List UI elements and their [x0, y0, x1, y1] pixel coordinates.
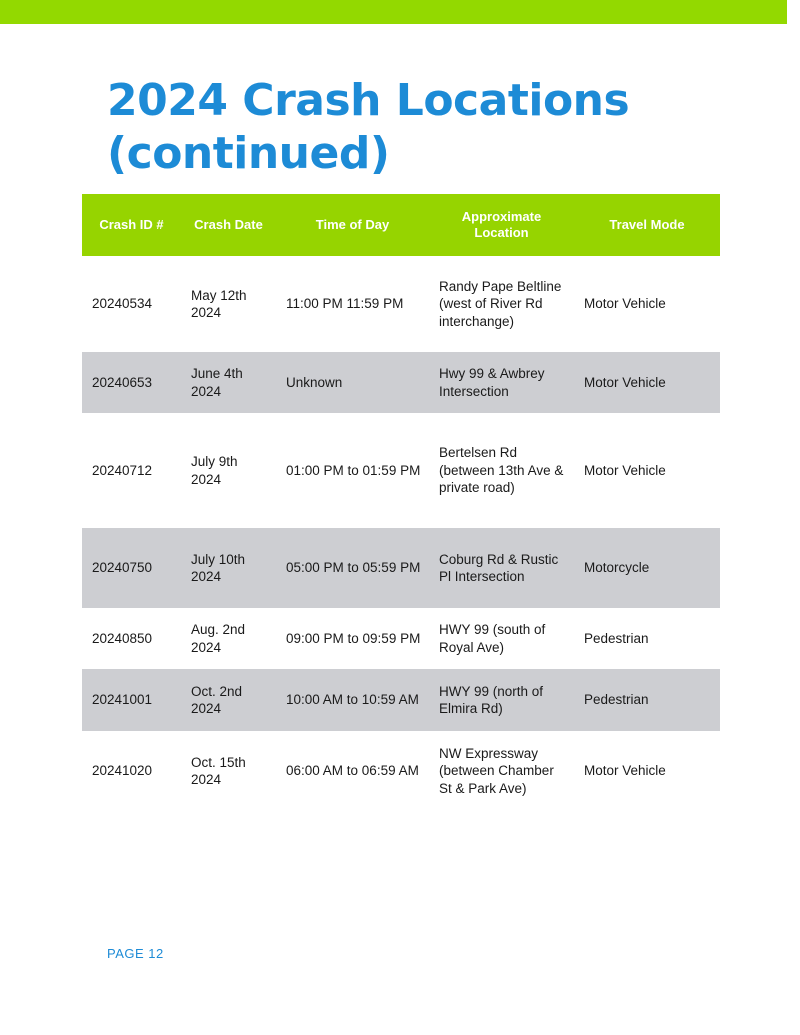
crash-locations-table — [82, 194, 720, 811]
header-approximate-location: Approximate Location — [461, 209, 542, 240]
cell-crash-date: Oct. 15th 2024 — [191, 754, 246, 787]
top-accent-bar — [0, 0, 787, 24]
cell-location: Coburg Rd & Rustic Pl Intersection — [439, 551, 559, 584]
cell-crash-date: May 12th 2024 — [191, 287, 247, 320]
table-row — [82, 413, 720, 528]
cell-time-of-day: 11:00 PM 11:59 PM — [286, 296, 404, 312]
cell-crash-date: June 4th 2024 — [191, 366, 243, 399]
cell-location: HWY 99 (south of Royal Ave) — [439, 622, 546, 655]
cell-travel-mode: Pedestrian — [584, 692, 649, 708]
table-row — [82, 669, 720, 731]
table-row — [82, 528, 720, 608]
cell-crash-id: 20240534 — [92, 296, 153, 312]
cell-time-of-day: 09:00 PM to 09:59 PM — [286, 630, 421, 646]
cell-crash-date: July 10th 2024 — [191, 551, 246, 584]
table-row — [82, 608, 720, 669]
cell-travel-mode: Motor Vehicle — [584, 296, 666, 312]
cell-crash-date: Aug. 2nd 2024 — [191, 622, 246, 655]
cell-crash-id: 20240712 — [92, 462, 153, 478]
cell-time-of-day: 05:00 PM to 05:59 PM — [286, 560, 421, 576]
cell-location: Randy Pape Beltline (west of River Rd interchange) — [439, 278, 562, 329]
table-row — [82, 256, 720, 352]
cell-crash-id: 20240653 — [92, 374, 153, 390]
table-row — [82, 731, 720, 811]
cell-time-of-day: 10:00 AM to 10:59 AM — [286, 692, 419, 708]
cell-travel-mode: Pedestrian — [584, 630, 649, 646]
cell-crash-id: 20240850 — [92, 630, 153, 646]
cell-location: HWY 99 (north of Elmira Rd) — [439, 683, 544, 716]
page-number: PAGE 12 — [107, 946, 164, 961]
header-time-of-day: Time of Day — [315, 217, 390, 232]
cell-crash-date: Oct. 2nd 2024 — [191, 683, 243, 716]
cell-location: Hwy 99 & Awbrey Intersection — [439, 366, 545, 399]
cell-location: Bertelsen Rd (between 13th Ave & private road) — [439, 445, 564, 496]
cell-crash-id: 20241001 — [92, 692, 153, 708]
page-title: 2024 Crash Locations (continued) — [107, 75, 630, 179]
table-row — [82, 352, 720, 413]
cell-time-of-day: Unknown — [286, 374, 343, 390]
cell-time-of-day: 01:00 PM to 01:59 PM — [286, 462, 421, 478]
cell-travel-mode: Motor Vehicle — [584, 763, 666, 779]
cell-crash-date: July 9th 2024 — [191, 454, 238, 487]
table-header-row — [82, 194, 720, 256]
cell-crash-id: 20241020 — [92, 763, 153, 779]
header-crash-date: Crash Date — [194, 217, 263, 232]
cell-location: NW Expressway (between Chamber St & Park Ave) — [439, 745, 554, 796]
header-crash-id: Crash ID # — [99, 217, 164, 232]
cell-travel-mode: Motor Vehicle — [584, 374, 666, 390]
cell-time-of-day: 06:00 AM to 06:59 AM — [286, 763, 419, 779]
cell-crash-id: 20240750 — [92, 560, 153, 576]
header-travel-mode: Travel Mode — [609, 217, 685, 232]
cell-travel-mode: Motor Vehicle — [584, 462, 666, 478]
cell-travel-mode: Motorcycle — [584, 560, 650, 576]
